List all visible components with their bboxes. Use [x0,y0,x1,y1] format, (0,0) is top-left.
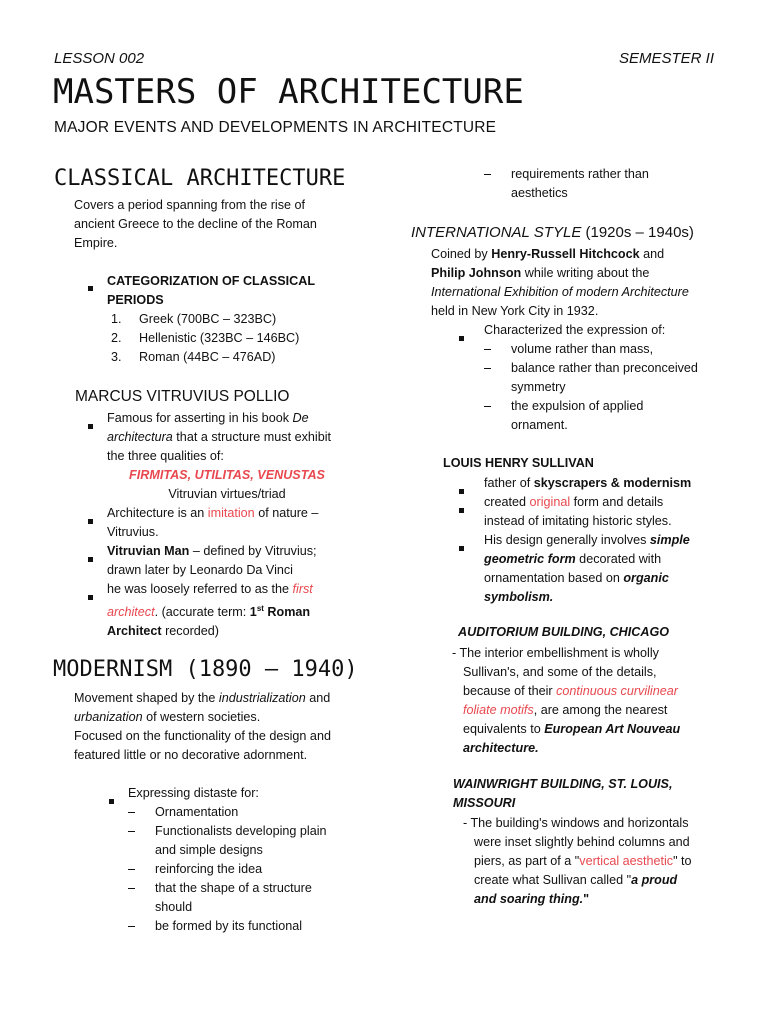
distaste-list [128,803,327,936]
vitruvius-bullet-3: Vitruvian Man – defined by Vitruvius; drawn later by Leonardo Da Vinci [107,544,317,577]
characterized-label: Characterized the expression of: [484,323,666,337]
intro-line: ancient Greece to the decline of the Roman [74,217,317,231]
sullivan-bullet-3: His design generally involves simple geometric form decorated with ornamentation based on organic symbolism. [484,533,690,604]
list-item: 3. Roman (44BC – 476AD) [111,350,276,364]
wainwright-heading: WAINWRIGHT BUILDING, ST. LOUIS, MISSOURI [453,777,673,810]
auditorium-heading: AUDITORIUM BUILDING, CHICAGO [458,625,670,639]
square-bullet [459,481,464,499]
vitruvius-bullet-2: Architecture is an imitation of nature – Vitruvius. [107,506,319,539]
auditorium-text: - The interior embellishment is wholly Sullivan's, and some of the details, because of their continuous curvilinear foliate motifs, are among the nearest equivalents to European Art Nouveau architecture. [452,646,681,755]
list-item: the expulsion of applied [484,397,698,416]
lesson-label: LESSON 002 [54,50,145,67]
list-item: balance rather than preconceived [484,359,698,378]
square-bullet [88,416,93,434]
list-item: 2. Hellenistic (323BC – 146BC) [111,331,300,345]
list-item: that the shape of a structure [128,879,327,898]
list-item: volume rather than mass, [484,340,698,359]
square-bullet [459,538,464,556]
square-bullet [459,328,464,346]
sullivan-heading: LOUIS HENRY SULLIVAN [443,456,594,470]
continued-list [484,165,649,203]
wainwright-text: - The building's windows and horizontals were inset slightly behind columns and piers, as part of a "vertical aesthetic" to create what Sullivan called "a proud and soaring thing." [463,816,692,906]
classical-intro [74,196,317,253]
vitruvius-heading: MARCUS VITRUVIUS POLLIO [75,388,290,405]
square-bullet [88,587,93,605]
categorization-heading: CATEGORIZATION OF CLASSICAL PERIODS [107,274,316,307]
square-bullet [88,511,93,529]
international-style-text: Coined by Henry-Russell Hitchcock and Philip Johnson while writing about the International Exhibition of modern Architecture held in New York City in 1932. [431,247,689,318]
list-item: aesthetics [511,186,568,200]
square-bullet [88,278,93,296]
vitruvian-qualities: FIRMITAS, UTILITAS, VENUSTAS [129,468,325,482]
square-bullet [109,791,114,809]
list-item: symmetry [511,380,566,394]
list-item: requirements rather than [484,165,649,184]
list-item: ornament. [511,418,568,432]
page-subtitle: MAJOR EVENTS AND DEVELOPMENTS IN ARCHITECTURE [54,119,497,136]
square-bullet [459,500,464,518]
modernism-intro: Movement shaped by the industrialization and urbanization of western societies. Focused on the functionality of the design and featured little or no decorative adornment. [74,691,331,762]
page-title: MASTERS OF ARCHITECTURE [53,72,524,112]
vitruvian-triad: Vitruvian virtues/triad [168,487,286,501]
intro-line: Empire. [74,236,118,250]
periods-list [111,310,299,367]
classical-heading: CLASSICAL ARCHITECTURE [54,166,346,191]
vitruvius-bullet-4: he was loosely referred to as the first architect. (accurate term: 1st Roman Architect recorded) [107,582,313,639]
list-item: should [155,900,193,914]
modernism-heading: MODERNISM (1890 – 1940) [53,657,358,682]
list-item: Functionalists developing plain [128,822,327,841]
list-item: reinforcing the idea [128,860,327,879]
semester-label: SEMESTER II [618,50,714,67]
intl-items-list [484,340,698,435]
list-item: be formed by its functional [128,917,327,936]
sullivan-bullet-2: created original form and details instead of imitating historic styles. [484,495,672,528]
list-item: Ornamentation [128,803,327,822]
list-item: and simple designs [155,843,263,857]
vitruvius-bullet-1: Famous for asserting in his book De architectura that a structure must exhibit the three qualities of: [107,411,332,463]
sullivan-bullet-1: father of skyscrapers & modernism [484,476,692,490]
list-item: 1. Greek (700BC – 323BC) [111,312,277,326]
square-bullet [88,549,93,567]
intro-line: Covers a period spanning from the rise of [74,198,306,212]
expressing-distaste: Expressing distaste for: [128,786,259,800]
international-style-heading: INTERNATIONAL STYLE (1920s – 1940s) [411,224,694,241]
